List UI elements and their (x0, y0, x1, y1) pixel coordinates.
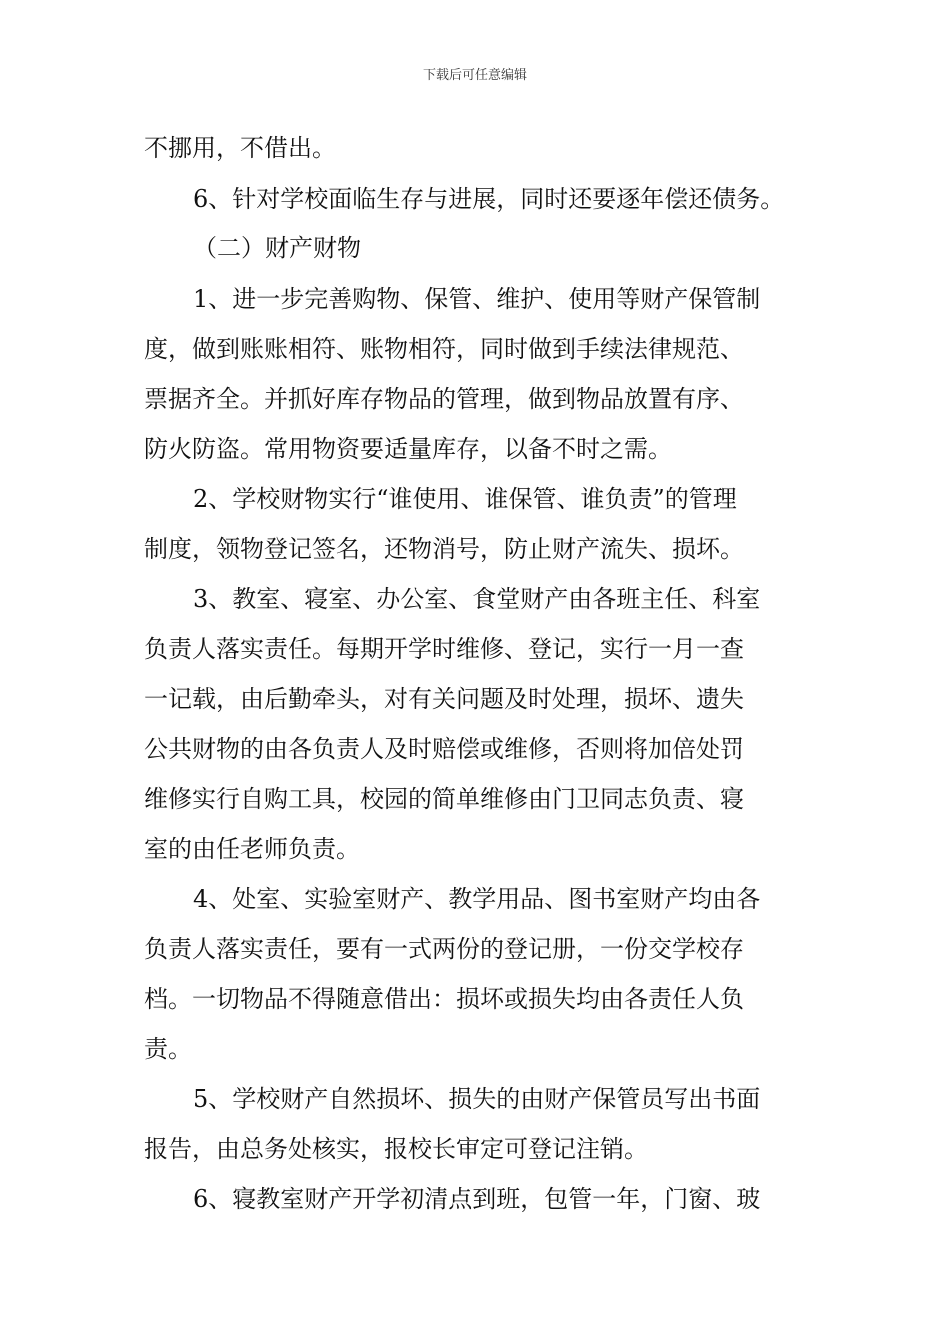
text-line-12: 一记载，由后勤牵头，对有关问题及时处理，损坏、遗失 (144, 685, 744, 713)
text-line-1: 不挪用，不借出。 (144, 134, 336, 162)
text-line-20: 5、学校财产自然损坏、损失的由财产保管员写出书面 (193, 1085, 761, 1113)
text-line-14: 维修实行自购工具，校园的简单维修由门卫同志负责、寝 (144, 785, 744, 813)
text-line-11: 负责人落实责任。每期开学时维修、登记，实行一月一查 (144, 635, 744, 663)
text-line-15: 室的由任老师负责。 (144, 835, 360, 863)
text-line-18: 档。一切物品不得随意借出：损坏或损失均由各责任人负 (144, 985, 744, 1013)
text-line-10: 3、教室、寝室、办公室、食堂财产由各班主任、科室 (193, 585, 761, 613)
text-line-21: 报告，由总务处核实，报校长审定可登记注销。 (144, 1135, 648, 1163)
text-line-5: 度，做到账账相符、账物相符，同时做到手续法律规范、 (144, 335, 744, 363)
text-line-8: 2、学校财物实行“谁使用、谁保管、谁负责”的管理 (193, 485, 737, 513)
text-line-17: 负责人落实责任，要有一式两份的登记册，一份交学校存 (144, 935, 744, 963)
text-line-9: 制度，领物登记签名，还物消号，防止财产流失、损坏。 (144, 535, 744, 563)
text-line-2: 6、针对学校面临生存与进展，同时还要逐年偿还债务。 (193, 185, 785, 213)
text-line-16: 4、处室、实验室财产、教学用品、图书室财产均由各 (193, 885, 761, 913)
text-line-19: 责。 (144, 1035, 192, 1063)
text-line-4: 1、进一步完善购物、保管、维护、使用等财产保管制 (193, 285, 761, 313)
text-line-22: 6、寝教室财产开学初清点到班，包管一年，门窗、玻 (193, 1185, 761, 1213)
section-heading: （二）财产财物 (193, 234, 361, 262)
text-line-13: 公共财物的由各负责人及时赔偿或维修，否则将加倍处罚 (144, 735, 744, 763)
page-header-watermark: 下载后可任意编辑 (422, 68, 527, 83)
text-line-6: 票据齐全。并抓好库存物品的管理，做到物品放置有序、 (144, 385, 744, 413)
text-line-7: 防火防盗。常用物资要适量库存，以备不时之需。 (144, 435, 672, 463)
